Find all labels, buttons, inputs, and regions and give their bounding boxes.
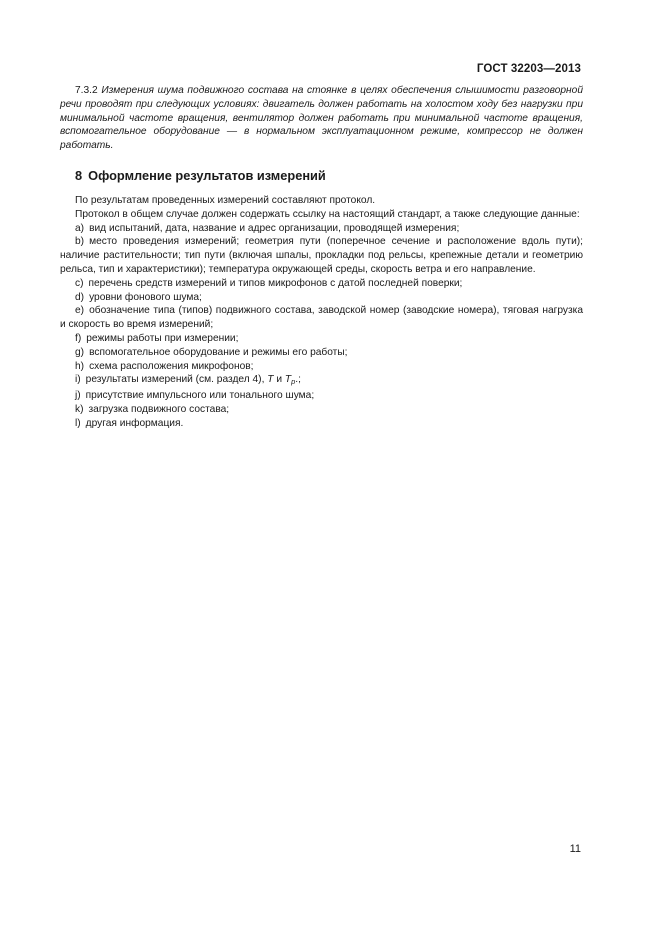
list-marker: d) bbox=[75, 291, 85, 303]
list-item-text: загрузка подвижного состава; bbox=[88, 403, 230, 415]
list-marker: b) bbox=[75, 236, 85, 248]
list-item-text: обозначение типа (типов) подвижного состава, заводской номер (заводские номера), тяговая нагрузка и скорость во время измерений; bbox=[60, 305, 583, 331]
list-item-suffix: .; bbox=[295, 374, 301, 386]
list-item bbox=[60, 389, 583, 403]
list-item bbox=[60, 417, 583, 431]
list-item-text: режимы работы при измерении; bbox=[86, 332, 239, 344]
intro-paragraph: По результатам проведенных измерений составляют протокол. bbox=[75, 194, 376, 206]
symbol-t: T bbox=[267, 374, 274, 386]
list-item-text: место проведения измерений; геометрия пути (поперечное сечение и расположение вдоль пути); наличие растительности; тип пути (включая шпалы, прокладки под рельсы, крепежные детали и геометрию рельса, тип и характеристики); температура окружающей среды, скорость ветра и его направление. bbox=[60, 236, 583, 275]
list-item-text: вспомогательное оборудование и режимы его работы; bbox=[89, 346, 348, 358]
list-item-text: другая информация. bbox=[85, 417, 184, 429]
list-item bbox=[60, 373, 583, 389]
list-item-text: схема расположения микрофонов; bbox=[89, 360, 254, 372]
list-item-text: перечень средств измерений и типов микрофонов с датой последней поверки; bbox=[88, 277, 463, 289]
list-marker: j) bbox=[75, 390, 81, 402]
clause-text: Измерения шума подвижного состава на стоянке в целях обеспечения слышимости разговорной речи проводят при следующих условиях: двигатель должен работать на холостом ходу без нагрузки при минимальной частоте вращения, вентилятор должен работать при минимальной частоте вращения, вспомогательное оборудование — в нормальном эксплуатационном режиме, компрессор не должен работать. bbox=[60, 85, 583, 152]
list-item-text: результаты измерений (см. раздел 4), bbox=[85, 374, 268, 386]
list-item-text: вид испытаний, дата, название и адрес организации, проводящей измерения; bbox=[89, 222, 460, 234]
list-item bbox=[60, 304, 583, 332]
list-item-text: уровни фонового шума; bbox=[89, 291, 202, 303]
list-item-text: присутствие импульсного или тонального шума; bbox=[85, 390, 315, 402]
list-marker: l) bbox=[75, 417, 81, 429]
list-marker: g) bbox=[75, 346, 85, 358]
clause-7-3-2 bbox=[60, 84, 583, 153]
list-marker: c) bbox=[75, 277, 84, 289]
section-number: 8 bbox=[75, 167, 83, 183]
list-marker: k) bbox=[75, 403, 84, 415]
subscript-p: p bbox=[291, 377, 296, 387]
list-item bbox=[60, 346, 583, 360]
list-marker: a) bbox=[75, 222, 85, 234]
list-item bbox=[60, 235, 583, 276]
list-item bbox=[60, 403, 583, 417]
intro-paragraph: Протокол в общем случае должен содержать ссылку на настоящий стандарт, а также следующие данные: bbox=[75, 208, 580, 220]
list-item bbox=[60, 332, 583, 346]
list-item bbox=[60, 277, 583, 291]
page-number: 11 bbox=[569, 843, 581, 855]
list-marker: f) bbox=[75, 332, 82, 344]
list-item bbox=[60, 222, 583, 236]
conjunction: и bbox=[273, 374, 285, 386]
list-marker: e) bbox=[75, 305, 85, 317]
list-marker: h) bbox=[75, 360, 85, 372]
document-code: ГОСТ 32203—2013 bbox=[476, 63, 581, 75]
list-marker: i) bbox=[75, 374, 81, 386]
list-item bbox=[60, 360, 583, 374]
clause-number: 7.3.2 bbox=[75, 85, 98, 96]
list-item bbox=[60, 291, 583, 305]
document-body bbox=[60, 84, 583, 431]
section-heading bbox=[75, 168, 583, 184]
symbol-t: T bbox=[284, 374, 292, 386]
section-title: Оформление результатов измерений bbox=[88, 167, 326, 183]
